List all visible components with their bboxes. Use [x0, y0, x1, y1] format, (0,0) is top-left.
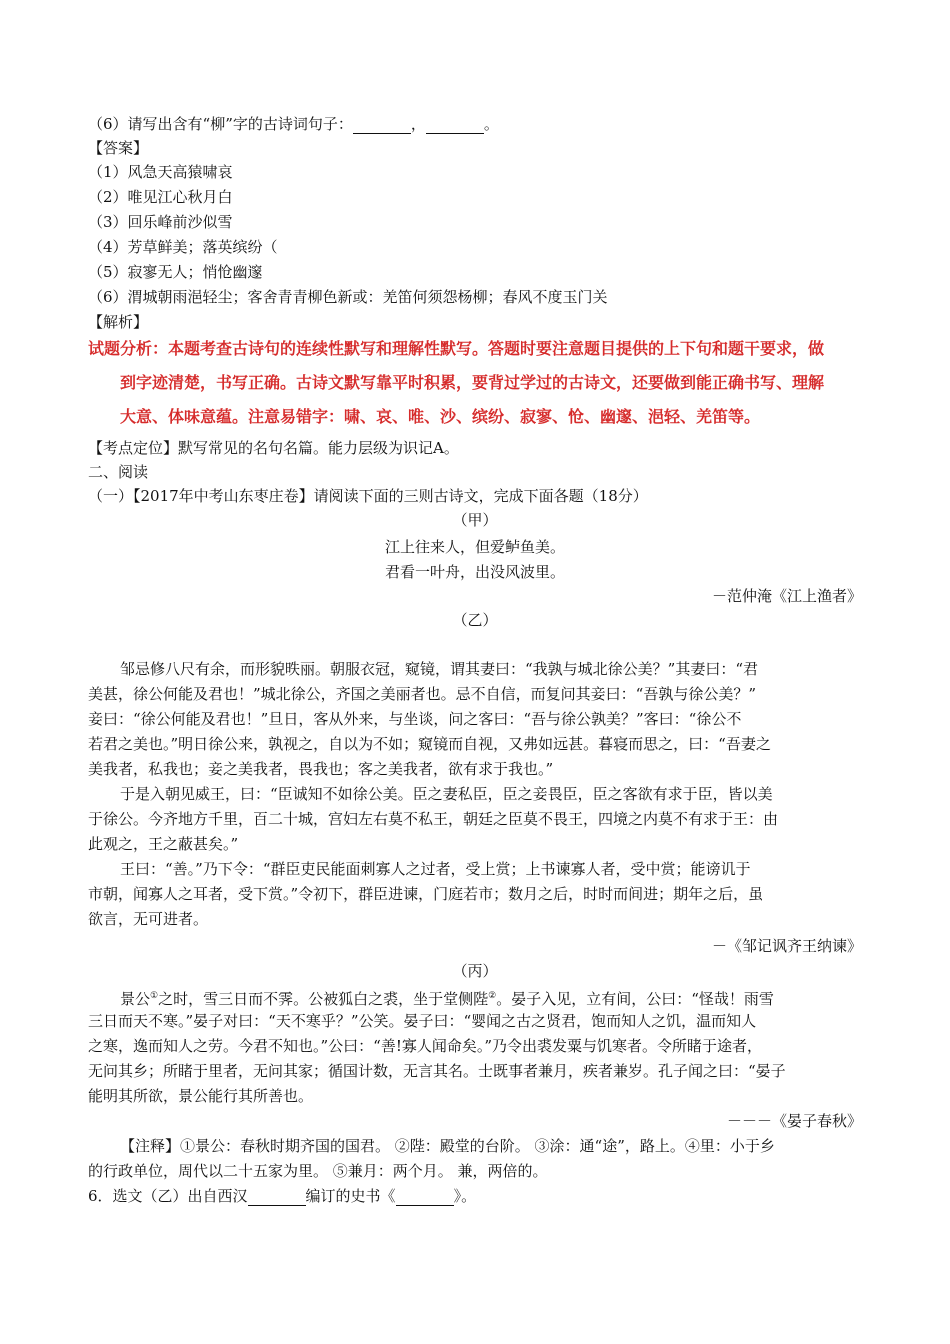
notes-line: 的行政单位，周代以二十五家为里。 ⑤兼月：两个月。 兼，两倍的。: [88, 1162, 548, 1180]
text-yi-line: 欲言，无可进者。: [88, 910, 209, 928]
answer-item: （3）回乐峰前沙似雪: [88, 213, 233, 231]
text-yi-line: 美甚，徐公何能及君也！”城北徐公，齐国之美丽者也。忌不自信，而复问其妾曰：“吾孰与徐公美？”: [88, 685, 757, 703]
poem-jia-line: 君看一叶舟，出没风波里。: [384, 563, 565, 581]
text-segment: 之时，雪三日而不霁。公被狐白之裘，坐于堂侧陛: [158, 990, 489, 1008]
footnote-marker: ②: [488, 991, 497, 1001]
answer-blank[interactable]: [426, 117, 484, 134]
text-bing-source: －－－《晏子春秋》: [726, 1112, 862, 1130]
answer-item: （4）芳草鲜美；落英缤纷（: [88, 238, 278, 256]
period: 。: [483, 115, 499, 133]
answer-item: （1）风急天高猿啸哀: [88, 163, 233, 181]
answer-blank[interactable]: [396, 1189, 454, 1206]
text-yi-line: 于是入朝见威王，曰：“臣诚知不如徐公美。臣之妻私臣，臣之妾畏臣，臣之客欲有求于臣，皆以美: [120, 785, 773, 803]
text-bing-line: [120, 986, 774, 1009]
text-yi-label: （乙）: [452, 611, 498, 629]
separator: ，: [410, 115, 426, 133]
notes-line: 【注释】①景公：春秋时期齐国的国君。 ②陛：殿堂的台阶。 ③涂：通“途”，路上。④里：小于乡: [120, 1137, 775, 1155]
text-yi-line: 王曰：“善。”乃下令：“群臣吏民能面刺寡人之过者，受上赏；上书谏寡人者，受中赏；能谤讥于: [120, 860, 751, 878]
text-segment: 景公: [120, 990, 151, 1008]
question-6: [88, 1186, 476, 1206]
poem-jia-line: 江上往来人，但爱鲈鱼美。: [384, 538, 565, 556]
question-text: 6．选文（乙）出自西汉: [88, 1187, 248, 1205]
question-text: 编订的史书《: [305, 1187, 396, 1205]
text-bing-line: 无问其乡；所睹于里者，无问其家；循国计数，无言其名。士既事者兼月，疾者兼岁。孔子闻之曰：“晏子: [88, 1062, 786, 1080]
answer-heading: 【答案】: [88, 139, 149, 157]
text-yi-line: 邹忌修八尺有余，而形貌昳丽。朝服衣冠，窥镜，谓其妻曰：“我孰与城北徐公美？”其妻曰：“君: [120, 660, 759, 678]
text-bing-line: 能明其所欲，景公能行其所善也。: [88, 1087, 314, 1105]
text-segment: 。晏子入见，立有间，公曰：“怪哉！雨雪: [496, 990, 774, 1008]
text-yi-line: 市朝，闻寡人之耳者，受下赏。”令初下，群臣进谏，门庭若市；数月之后，时时而间进；期年之后，虽: [88, 885, 764, 903]
question-6-prefix: （6）请写出含有“柳”字的古诗词句子：: [88, 115, 353, 133]
section-intro: （一）【2017年中考山东枣庄卷】请阅读下面的三则古诗文，完成下面各题（18分）: [88, 487, 648, 505]
text-yi-line: 此观之，王之蔽甚矣。”: [88, 835, 239, 853]
text-yi-line: 若君之美也。”明日徐公来，孰视之，自以为不如；窥镜而自视，又弗如远甚。暮寝而思之，曰：“吾妻之: [88, 735, 771, 753]
text-yi-line: 美我者，私我也；妾之美我者，畏我也；客之美我者，欲有求于我也。”: [88, 760, 554, 778]
poem-jia-label: （甲）: [452, 511, 498, 529]
analysis-text-line: 试题分析：本题考查古诗句的连续性默写和理解性默写。答题时要注意题目提供的上下句和题干要求，做: [88, 339, 825, 358]
footnote-marker: ①: [150, 991, 159, 1001]
answer-item: （2）唯见江心秋月白: [88, 188, 233, 206]
poem-jia-source: －范仲淹《江上渔者》: [711, 587, 862, 605]
answer-blank[interactable]: [248, 1189, 306, 1206]
answer-item: （6）渭城朝雨浥轻尘；客舍青青柳色新或：羌笛何须怨杨柳；春风不度玉门关: [88, 288, 608, 306]
answer-item: （5）寂寥无人；悄怆幽邃: [88, 263, 263, 281]
analysis-text-line: 到字迹清楚，书写正确。古诗文默写靠平时积累，要背过学过的古诗文，还要做到能正确书写、理解: [120, 373, 825, 392]
text-yi-source: －《邹记讽齐王纳谏》: [711, 937, 862, 955]
text-bing-label: （丙）: [452, 962, 498, 980]
section-title: 二、阅读: [88, 463, 149, 481]
question-text: 》。: [453, 1187, 477, 1205]
text-bing-line: 三日而天不寒。”晏子对曰：“天不寒乎？”公笑。晏子曰：“婴闻之古之贤君，饱而知人之饥，温而知人: [88, 1012, 757, 1030]
question-6-fill: [88, 114, 499, 134]
answer-blank[interactable]: [353, 117, 411, 134]
kaodian-line: 【考点定位】默写常见的名句名篇。能力层级为识记A。: [88, 439, 459, 457]
text-bing-line: 之寒，逸而知人之劳。今君不知也。”公曰：“善!寡人闻命矣。”乃令出裘发粟与饥寒者。令所睹于途者，: [88, 1037, 763, 1055]
text-yi-line: 于徐公。今齐地方千里，百二十城，宫妇左右莫不私王，朝廷之臣莫不畏王，四境之内莫不有求于王：由: [88, 810, 779, 828]
analysis-text-line: 大意、体味意蕴。注意易错字：啸、哀、唯、沙、缤纷、寂寥、怆、幽邃、浥轻、羌笛等。: [120, 407, 761, 426]
analysis-heading: 【解析】: [88, 313, 149, 331]
text-yi-line: 妾曰：“徐公何能及君也！”旦日，客从外来，与坐谈，问之客曰：“吾与徐公孰美？”客曰：“徐公不: [88, 710, 742, 728]
